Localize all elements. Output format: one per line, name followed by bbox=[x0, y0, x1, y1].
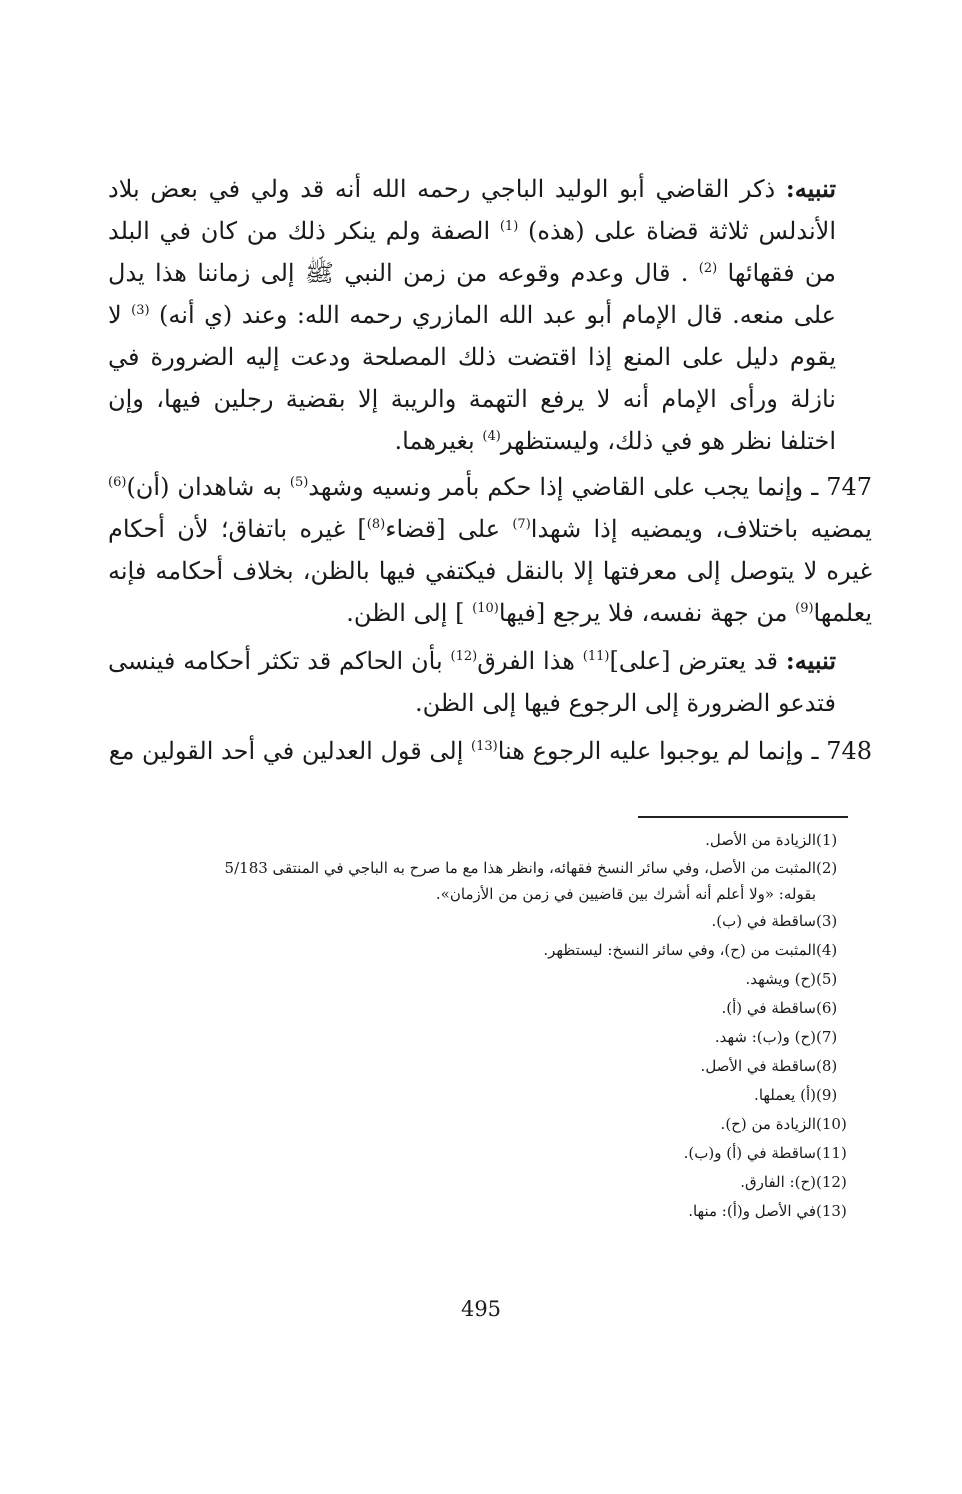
text-run: يمضيه باختلاف، ويمضيه إذا شهدا bbox=[530, 515, 872, 543]
text-run: قد يعترض [على] bbox=[609, 647, 786, 675]
footnote-text: المثبت من (ح)، وفي سائر النسخ: ليستظهر. bbox=[543, 941, 816, 959]
footnote-number: (10) bbox=[816, 1115, 847, 1133]
text-run: بأن الحاكم قد تكثر أحكامه فينسى فتدعو الضرورة إلى الرجوع فيها إلى الظن. bbox=[108, 647, 836, 717]
footnote-text: الزيادة من (ح). bbox=[720, 1115, 816, 1133]
footnote-number: (4) bbox=[816, 941, 838, 959]
paragraph-748 bbox=[108, 730, 872, 772]
footnote-divider bbox=[638, 816, 848, 818]
text-run: لا يقوم دليل على المنع إذا اقتضت ذلك المصلحة ودعت إليه الضرورة في نازلة ورأى الإمام أنه لا يرفع التهمة والريبة إلا بقضية رجلين فيها، وإن اختلفا نظر هو في ذلك، وليستظهر bbox=[108, 301, 836, 455]
footnote-item bbox=[110, 826, 850, 855]
paragraph-tanbih-1 bbox=[108, 168, 836, 462]
footnote-ref[interactable]: (2) bbox=[698, 261, 718, 276]
tanbih-label: تنبيه: bbox=[785, 174, 836, 203]
text-run: ذكر القاضي أبو الوليد الباجي رحمه الله أنه قد ولي في بعض بلاد الأندلس ثلاثة قضاة على (هذه) bbox=[108, 175, 836, 245]
text-run: ] إلى الظن. bbox=[346, 599, 473, 627]
footnote-text: ساقطة في (أ) و(ب). bbox=[683, 1144, 816, 1162]
footnote-number: (3) bbox=[816, 912, 838, 930]
footnote-number: (6) bbox=[816, 999, 838, 1017]
footnote-ref[interactable]: (5) bbox=[289, 475, 309, 490]
footnote-item bbox=[110, 1081, 850, 1110]
text-run: وإنما لم يوجبوا عليه الرجوع هنا bbox=[497, 737, 812, 765]
text-run: من جهة نفسه، فلا يرجع [فيها bbox=[498, 599, 796, 627]
footnote-text: ساقطة في (ب). bbox=[711, 912, 816, 930]
footnote-item bbox=[110, 994, 850, 1023]
page-number: 495 bbox=[460, 1297, 502, 1321]
footnote-number: (5) bbox=[816, 970, 838, 988]
footnote-ref[interactable]: (1) bbox=[499, 219, 519, 234]
footnote-ref[interactable]: (11) bbox=[582, 649, 610, 664]
footnote-item bbox=[110, 855, 850, 907]
footnote-text: ساقطة في الأصل. bbox=[700, 1057, 816, 1075]
footnote-number: (12) bbox=[816, 1173, 847, 1191]
paragraph-number: 747 ـ bbox=[811, 473, 873, 501]
footnote-item bbox=[110, 936, 850, 965]
footnote-ref[interactable]: (8) bbox=[366, 517, 386, 532]
footnote-text-continued: بقوله: «ولا أعلم أنه أشرك بين قاضيين في زمن من الأزمان». bbox=[435, 885, 816, 903]
paragraph-number: 748 ـ bbox=[811, 737, 872, 765]
footnote-number: (8) bbox=[816, 1057, 838, 1075]
footnote-text: (ح) ويشهد. bbox=[745, 970, 816, 988]
paragraph-747 bbox=[108, 466, 872, 634]
footnote-item bbox=[110, 1197, 850, 1226]
footnote-ref[interactable]: (6) bbox=[108, 475, 127, 490]
footnote-number: (7) bbox=[816, 1028, 838, 1046]
footnote-item bbox=[110, 1168, 850, 1197]
tanbih-label: تنبيه: bbox=[785, 646, 836, 675]
footnote-ref[interactable]: (9) bbox=[795, 601, 814, 616]
footnote-number: (2) bbox=[816, 859, 838, 877]
footnote-item bbox=[110, 1139, 850, 1168]
footnote-ref[interactable]: (3) bbox=[131, 303, 150, 318]
footnote-text: (أ) يعملها. bbox=[754, 1086, 816, 1104]
footnote-text: في الأصل و(أ): منها. bbox=[688, 1202, 816, 1220]
footnote-text: ساقطة في (أ). bbox=[721, 999, 816, 1017]
footnote-number: (13) bbox=[816, 1202, 847, 1220]
footnote-ref[interactable]: (4) bbox=[482, 429, 501, 444]
footnote-text: (ح): الفارق. bbox=[740, 1173, 816, 1191]
footnote-number: (11) bbox=[816, 1144, 847, 1162]
text-run: الصفة ولم ينكر ذلك من كان في البلد من فقهائها bbox=[108, 217, 836, 287]
text-run: هذا الفرق bbox=[477, 647, 583, 675]
footnote-text: الزيادة من الأصل. bbox=[705, 831, 816, 849]
footnote-ref[interactable]: (10) bbox=[472, 601, 499, 616]
text-run: على [قضاء bbox=[385, 515, 513, 543]
footnote-number: (1) bbox=[816, 831, 838, 849]
main-text bbox=[108, 168, 873, 772]
footnote-ref[interactable]: (7) bbox=[512, 517, 531, 532]
text-run: وإنما يجب على القاضي إذا حكم بأمر ونسيه وشهد bbox=[308, 473, 812, 501]
footnote-item bbox=[110, 1052, 850, 1081]
footnote-item bbox=[110, 907, 850, 936]
text-run: بغيرهما. bbox=[394, 427, 483, 455]
footnote-ref[interactable]: (12) bbox=[450, 649, 478, 664]
text-run: إلى قول العدلين في أحد القولين مع bbox=[108, 737, 472, 765]
paragraph-tanbih-2 bbox=[108, 640, 836, 724]
footnote-item bbox=[110, 1023, 850, 1052]
text-run: ] غيره باتفاق؛ لأن أحكام غيره لا يتوصل إلى معرفتها إلا بالنقل فيكتفي فيها بالظن، بخلاف أحكامه فإنه يعلمها bbox=[108, 515, 872, 627]
text-run: به شاهدان (أن) bbox=[126, 473, 290, 501]
text-run: . قال وعدم وقوعه من زمن النبي ﷺ إلى زماننا هذا يدل على منعه. قال الإمام أبو عبد الله المازري رحمه الله: وعند (ي أنه) bbox=[108, 259, 836, 329]
footnote-item bbox=[110, 1110, 850, 1139]
footnote-text: المثبت من الأصل، وفي سائر النسخ فقهائه، وانظر هذا مع ما صرح به الباجي في المنتقى 5/183 bbox=[224, 859, 816, 877]
footnote-item bbox=[110, 965, 850, 994]
footnote-text: (ح) و(ب): شهد. bbox=[714, 1028, 816, 1046]
footnotes bbox=[110, 826, 850, 1226]
footnote-ref[interactable]: (13) bbox=[471, 739, 498, 754]
footnote-number: (9) bbox=[816, 1086, 838, 1104]
